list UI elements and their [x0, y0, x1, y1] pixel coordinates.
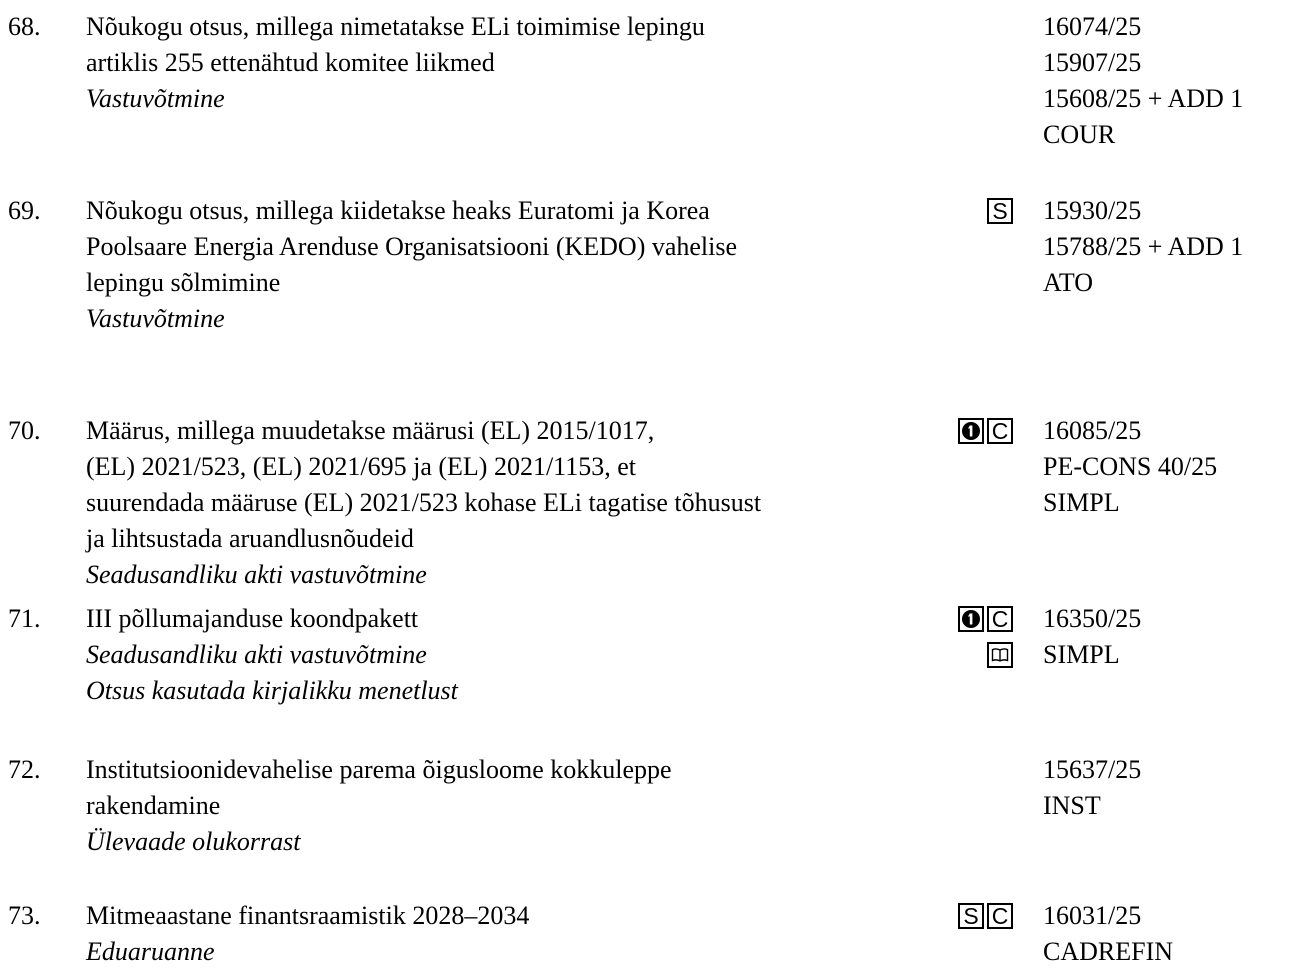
document-ref: 15930/25: [1043, 196, 1142, 225]
item-number: 71.: [8, 604, 41, 633]
item-description: [86, 601, 936, 709]
item-title-line: Mitmeaastane finantsraamistik 2028–2034: [86, 901, 530, 930]
document-ref: 15907/25: [1043, 48, 1142, 77]
document-ref: 16074/25: [1043, 12, 1142, 41]
item-description: [86, 413, 936, 593]
document-ref: 15608/25 + ADD 1: [1043, 84, 1244, 113]
document-ref: PE-CONS 40/25: [1043, 452, 1218, 481]
s-icon: S: [987, 198, 1013, 224]
document-ref: SIMPL: [1043, 488, 1120, 517]
item-action: Otsus kasutada kirjalikku menetlust: [86, 676, 458, 705]
item-title-line: Nõukogu otsus, millega nimetatakse ELi toimimise lepingu: [86, 12, 705, 41]
item-title-line: artiklis 255 ettenähtud komitee liikmed: [86, 48, 495, 77]
document-ref: 16031/25: [1043, 901, 1142, 930]
item-action: Ülevaade olukorrast: [86, 827, 301, 856]
procedure-icons: [958, 606, 1013, 678]
document-references: [1043, 898, 1173, 970]
c-icon: C: [987, 903, 1013, 929]
item-action: Vastuvõtmine: [86, 304, 225, 333]
item-title-line: rakendamine: [86, 791, 221, 820]
document-references: [1043, 752, 1141, 824]
written-procedure-icon: [987, 642, 1013, 668]
document-references: [1043, 601, 1141, 673]
item-number: 68.: [8, 12, 41, 41]
item-description: [86, 193, 936, 337]
item-title-line: Poolsaare Energia Arenduse Organisatsiooni (KEDO) vahelise: [86, 232, 738, 261]
item-description: [86, 898, 936, 970]
document-ref: 15637/25: [1043, 755, 1142, 784]
item-title-line: III põllumajanduse koondpakett: [86, 604, 419, 633]
item-title-line: suurendada määruse (EL) 2021/523 kohase ELi tagatise tõhusust: [86, 488, 762, 517]
document-ref: INST: [1043, 791, 1101, 820]
item-title-line: ja lihtsustada aruandlusnõudeid: [86, 524, 414, 553]
item-action: Seadusandliku akti vastuvõtmine: [86, 560, 427, 589]
item-action: Eduaruanne: [86, 937, 215, 966]
item-number: 72.: [8, 755, 41, 784]
procedure-icons: [958, 418, 1013, 454]
document-references: [1043, 193, 1243, 301]
procedure-icons: [958, 903, 1013, 939]
document-ref: 15788/25 + ADD 1: [1043, 232, 1244, 261]
item-title-line: lepingu sõlmimine: [86, 268, 281, 297]
document-references: [1043, 413, 1217, 521]
document-ref: CADREFIN: [1043, 937, 1174, 966]
item-title-line: Nõukogu otsus, millega kiidetakse heaks Euratomi ja Korea: [86, 196, 710, 225]
c-icon: C: [987, 606, 1013, 632]
document-ref: SIMPL: [1043, 640, 1120, 669]
document-ref: COUR: [1043, 120, 1116, 149]
item-title-line: Institutsioonidevahelise parema õigusloome kokkuleppe: [86, 755, 672, 784]
first-reading-icon: [958, 606, 984, 632]
item-title-line: (EL) 2021/523, (EL) 2021/695 ja (EL) 2021/1153, et: [86, 452, 636, 481]
s-icon: S: [958, 903, 984, 929]
procedure-icons: [987, 198, 1013, 234]
item-number: 69.: [8, 196, 41, 225]
document-ref: 16350/25: [1043, 604, 1142, 633]
item-number: 70.: [8, 416, 41, 445]
document-ref: 16085/25: [1043, 416, 1142, 445]
item-title-line: Määrus, millega muudetakse määrusi (EL) 2015/1017,: [86, 416, 655, 445]
c-icon: C: [987, 418, 1013, 444]
first-reading-icon: [958, 418, 984, 444]
item-number: 73.: [8, 901, 41, 930]
item-action: Vastuvõtmine: [86, 84, 225, 113]
item-description: [86, 752, 936, 860]
item-action: Seadusandliku akti vastuvõtmine: [86, 640, 427, 669]
document-references: [1043, 9, 1243, 153]
document-ref: ATO: [1043, 268, 1094, 297]
item-description: [86, 9, 936, 117]
